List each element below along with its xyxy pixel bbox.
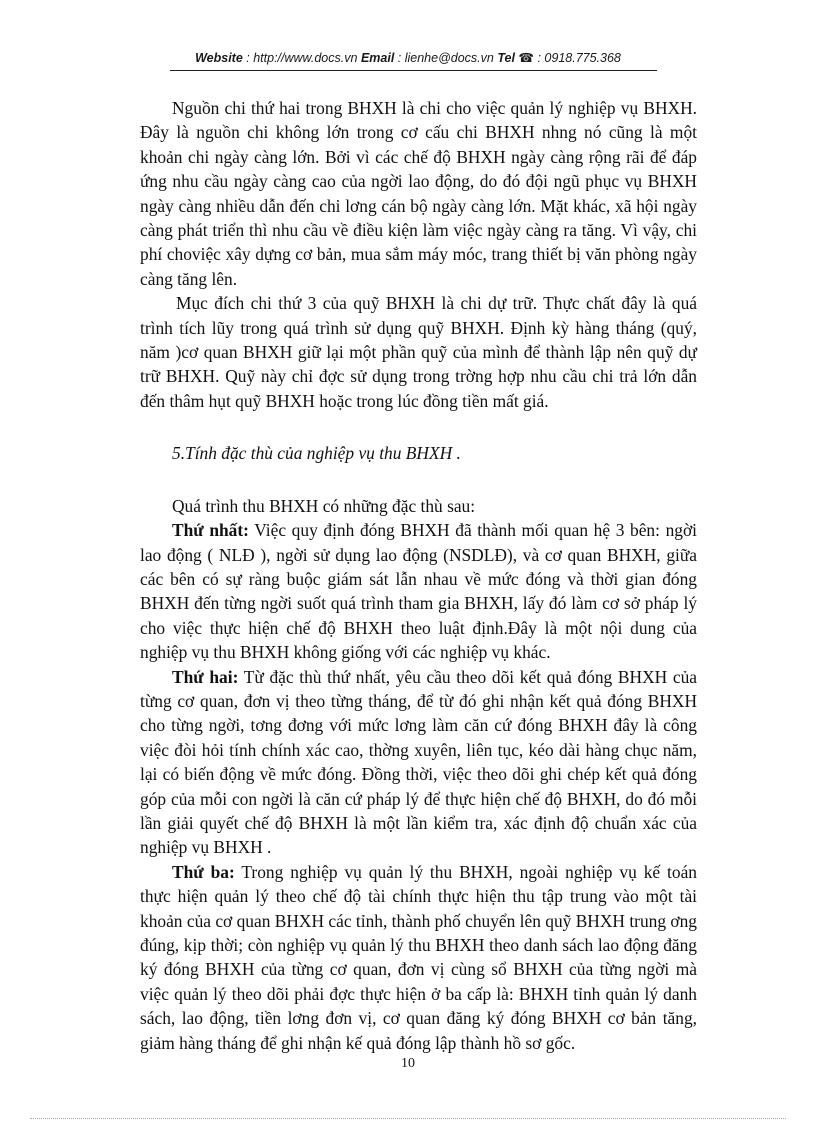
website-value: : http://www.docs.vn [246,51,358,65]
paragraph-intro: Quá trình thu BHXH có những đặc thù sau: [172,495,476,516]
paragraph-first [140,518,697,664]
website-label: Website [195,51,243,65]
paragraph-reserve-spending: Mục đích chi thứ 3 của quỹ BHXH là chi dự trữ. Thực chất đây là quá trình tích lũy trong quá trình sử dụng quỹ BHXH. Định kỳ hàng tháng (quý, năm )cơ quan BHXH giữ lại một phần quỹ của mình để thành lập nên quỹ dự trữ BHXH. Quỹ này chỉ đợc sử dụng trong trờng hợp nhu cầu chi trả lớn dẫn đến thâm hụt quỹ BHXH hoặc trong lúc đồng tiền mất giá. [140,293,697,411]
first-lead: Thứ nhất: [172,520,249,541]
page-header [0,50,816,65]
email-label: Email [360,51,395,65]
section-heading: 5.Tính đặc thù của nghiệp vụ thu BHXH . [172,443,461,464]
second-lead: Thứ hai: [172,666,239,687]
second-text: Từ đặc thù thứ nhất, yêu cầu theo dõi kết quả đóng BHXH của từng cơ quan, đơn vị theo từng tháng, để từ đó ghi nhận kết quả đóng BHXH cho từng ngời, tơng đơng với mức lơng làm căn cứ đóng BHXH đây là công việc đòi hỏi tính chính xác cao, thờng xuyên, liên tục, kéo dài hàng chục năm, lại có biến động về mức đóng. Đồng thời, việc theo dõi ghi chép kết quả đóng góp của mỗi con ngời là căn cứ pháp lý để thực hiện chế độ BHXH, do đó mỗi lần giải quyết chế độ BHXH là một lần kiểm tra, xác định độ chuẩn xác của nghiệp vụ BHXH . [140,666,698,858]
bottom-rule [30,1118,786,1119]
paragraph-third [140,860,697,1055]
third-text: Trong nghiệp vụ quản lý thu BHXH, ngoài nghiệp vụ kế toán thực hiện quản lý theo chế độ tài chính thực hiện thu tập trung vào một tài khoản của cơ quan BHXH các tỉnh, thành phố chuyển lên quỹ BHXH trung ơng đúng, kịp thời; còn nghiệp vụ quản lý thu BHXH theo danh sách lao động đăng ký đóng BHXH của từng cơ quan, đơn vị cùng sổ BHXH của từng ngời mà việc quản lý theo dõi phải đợc thực hiện ở ba cấp là: BHXH tỉnh quản lý danh sách, lao động, tiền lơng đơn vị, cơ quan đăng ký đóng BHXH cơ bản tăng, giảm hàng tháng để ghi nhận kế quả đóng lập thành hồ sơ gốc. [140,861,697,1053]
paragraph-admin-spending: Nguồn chi thứ hai trong BHXH là chi cho việc quản lý nghiệp vụ BHXH. Đây là nguồn chi không lớn trong cơ cấu chi BHXH nhng nó cũng là một khoản chi ngày càng lớn. Bởi vì các chế độ BHXH ngày càng rộng rãi để đáp ứng nhu cầu ngày càng cao của ngời lao động, do đó đội ngũ phục vụ BHXH ngày càng nhiều dẫn đến chi lơng cán bộ ngày càng lớn. Mặt khác, xã hội ngày càng phát triển thì nhu cầu về điều kiện làm việc ngày càng ra tăng. Vì vậy, chi phí choviệc xây dựng cơ bản, mua sắm máy móc, trang thiết bị văn phòng ngày càng tăng lên. [140,98,697,289]
first-text: Việc quy định đóng BHXH đã thành mối quan hệ 3 bên: ngời lao động ( NLĐ ), ngời sử dụng lao động (NSDLĐ), và cơ quan BHXH, giữa các bên có sự ràng buộc giám sát lẫn nhau về mức đóng và thời gian đóng BHXH đến từng ngời suốt quá trình tham gia BHXH, lấy đó làm cơ sở pháp lý cho việc thực hiện chế độ BHXH theo luật định.Đây là một nội dung của nghiệp vụ thu BHXH không giống với các nghiệp vụ khác. [140,520,697,663]
third-lead: Thứ ba: [172,861,235,882]
header-rule [170,70,657,71]
paragraph-second [140,665,697,860]
tel-label: Tel ☎ [497,51,534,65]
page-number: 10 [401,1056,415,1071]
email-value: : lienhe@docs.vn [397,51,494,65]
tel-value: : 0918.775.368 [537,51,621,65]
page-body [140,96,697,1055]
